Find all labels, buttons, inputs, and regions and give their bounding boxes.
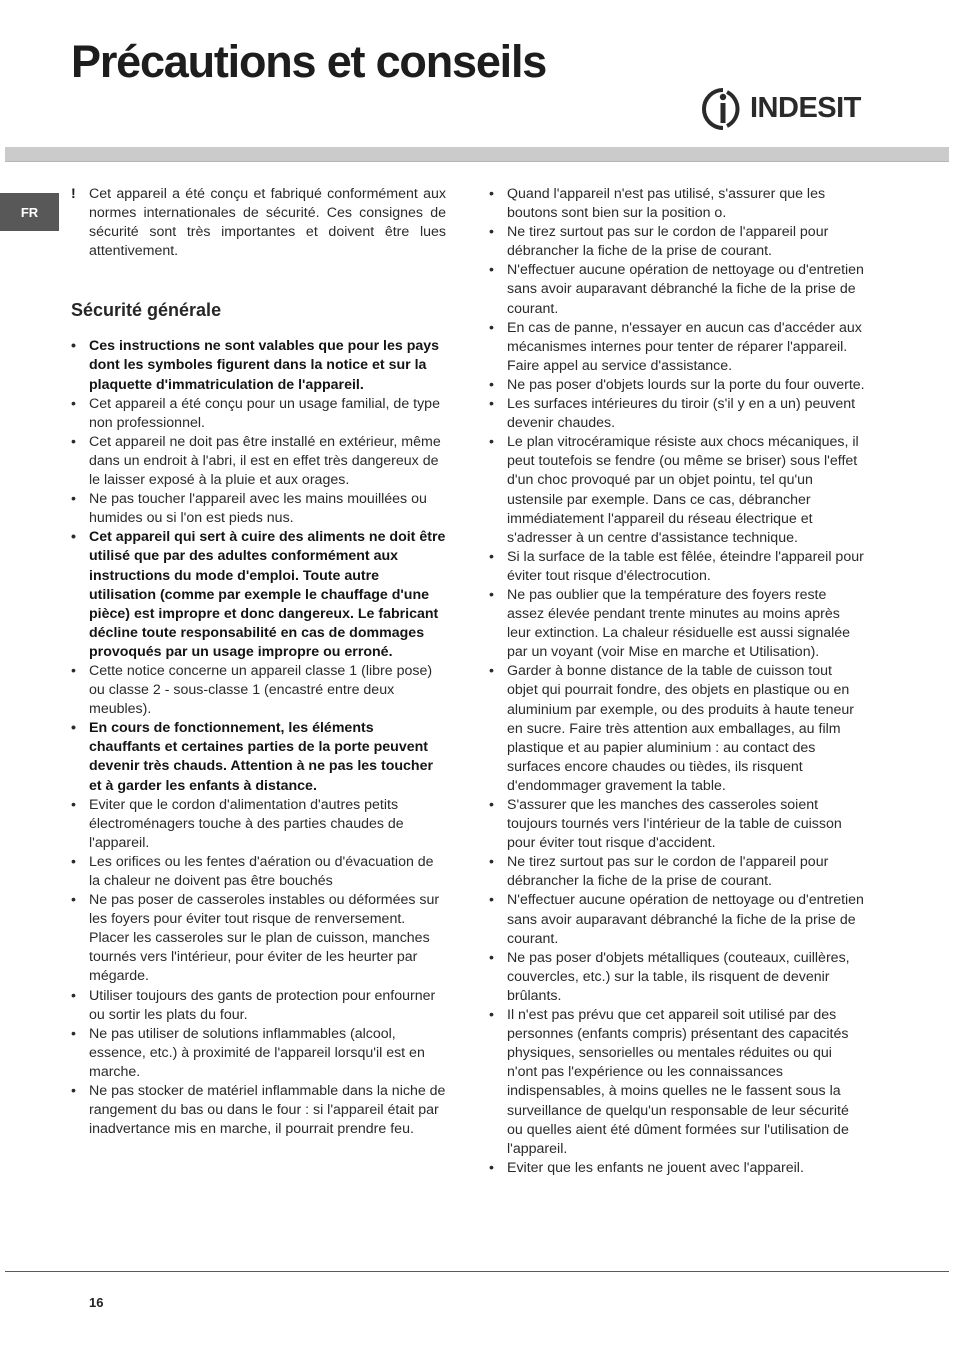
list-item: • Ne pas poser d'objets lourds sur la porte du four ouverte. — [489, 376, 865, 395]
list-item: • Les surfaces intérieures du tiroir (s'il y en a un) peuvent devenir chaudes. — [489, 395, 865, 433]
list-item: • Utiliser toujours des gants de protection pour enfourner ou sortir les plats du four. — [71, 987, 446, 1025]
right-column — [489, 185, 865, 1178]
page-number: 16 — [89, 1295, 104, 1310]
list-item: • Quand l'appareil n'est pas utilisé, s'assurer que les boutons sont bien sur la position o. — [489, 185, 865, 223]
list-item: • Ne pas poser de casseroles instables ou déformées sur les foyers pour éviter tout risque de renversement. Placer les casseroles sur le plan de cuisson, manches tournés vers l'intérieur, pour éviter de les heurter par mégarde. — [71, 891, 446, 986]
header-divider-bar — [5, 147, 949, 162]
list-item: • Ne pas utiliser de solutions inflammables (alcool, essence, etc.) à proximité de l'appareil lorsqu'il est en marche. — [71, 1025, 446, 1082]
footer-divider — [5, 1271, 949, 1272]
section-heading: Sécurité générale — [71, 300, 222, 321]
list-item: • Si la surface de la table est fêlée, éteindre l'appareil pour éviter tout risque d'électrocution. — [489, 548, 865, 586]
list-item: • Il n'est pas prévu que cet appareil soit utilisé par des personnes (enfants compris) présentant des capacités physiques, sensorielles ou mentales réduites ou qui n'ont pas l'expérience ou les connaissances indispensables, à moins quelles ne le fassent sous la surveillance de quelqu'un responsable de leur sécurité ou quelles aient été dûment formées sur l'utilisation de l'appareil. — [489, 1006, 865, 1159]
list-item: • N'effectuer aucune opération de nettoyage ou d'entretien sans avoir auparavant débranché la fiche de la prise de courant. — [489, 261, 865, 318]
list-item: • Ne pas oublier que la température des foyers reste assez élevée pendant trente minutes au moins après leur extinction. La chaleur résiduelle est aussi signalée par un voyant (voir Mise en marche et Utilisation). — [489, 586, 865, 662]
warning-marker: ! — [71, 186, 76, 202]
list-item: • Cet appareil ne doit pas être installé en extérieur, même dans un endroit à l'abri, il est en effet très dangereux de le laisser exposé à la pluie et aux orages. — [71, 433, 446, 490]
list-item: • S'assurer que les manches des casseroles soient toujours tournés vers l'intérieur de la table de cuisson pour éviter tout risque d'accident. — [489, 796, 865, 853]
list-item: • Ne pas toucher l'appareil avec les mains mouillées ou humides ou si l'on est pieds nus. — [71, 490, 446, 528]
list-item: • Le plan vitrocéramique résiste aux chocs mécaniques, il peut toutefois se fendre (ou même se briser) sous l'effet d'un choc provoqué par un objet pointu, tel qu'un ustensile par exemple. Dans ce cas, débrancher immédiatement l'appareil du réseau électrique et s'adresser à un centre d'assistance technique. — [489, 433, 865, 548]
list-item: • Eviter que le cordon d'alimentation d'autres petits électroménagers touche à des parties chaudes de l'appareil. — [71, 796, 446, 853]
language-tab: FR — [0, 193, 59, 231]
intro-note — [71, 185, 446, 261]
indesit-i-icon — [700, 86, 746, 132]
list-item: • Les orifices ou les fentes d'aération ou d'évacuation de la chaleur ne doivent pas être bouchés — [71, 853, 446, 891]
brand-name: INDESIT — [750, 92, 861, 124]
list-item: • Ces instructions ne sont valables que pour les pays dont les symboles figurent dans la notice et sur la plaquette d'immatriculation de l'appareil. — [71, 337, 446, 394]
list-item: • Cet appareil a été conçu pour un usage familial, de type non professionnel. — [71, 395, 446, 433]
list-item: • Eviter que les enfants ne jouent avec l'appareil. — [489, 1159, 865, 1178]
page-title: Précautions et conseils — [71, 36, 547, 87]
intro-text: Cet appareil a été conçu et fabriqué conformément aux normes internationales de sécurité. Ces consignes de sécurité sont très importantes et doivent être lues attentivement. — [89, 186, 446, 260]
list-item: • Ne pas poser d'objets métalliques (couteaux, cuillères, couvercles, etc.) sur la table, ils risquent de devenir brûlants. — [489, 949, 865, 1006]
list-item: • Cette notice concerne un appareil classe 1 (libre pose) ou classe 2 - sous-classe 1 (encastré entre deux meubles). — [71, 662, 446, 719]
list-item: • Ne tirez surtout pas sur le cordon de l'appareil pour débrancher la fiche de la prise de courant. — [489, 853, 865, 891]
right-safety-list — [489, 185, 865, 1178]
list-item: • Ne tirez surtout pas sur le cordon de l'appareil pour débrancher la fiche de la prise de courant. — [489, 223, 865, 261]
brand-logo — [700, 86, 866, 132]
list-item: • Cet appareil qui sert à cuire des aliments ne doit être utilisé que par des adultes conformément aux instructions du mode d'emploi. Toute autre utilisation (comme par exemple le chauffage d'une pièce) est impropre et donc dangereux. Le fabricant décline toute responsabilité en cas de dommages provoqués par un usage impropre ou erroné. — [71, 528, 446, 662]
list-item: • Garder à bonne distance de la table de cuisson tout objet qui pourrait fondre, des objets en plastique ou en aluminium par exemple, ou des produits à haute teneur en sucre. Faire très attention aux emballages, au film plastique et au papier aluminium : au contact des surfaces encore chaudes ou tièdes, ils risquent d'endommager gravement la table. — [489, 662, 865, 796]
list-item: • En cours de fonctionnement, les éléments chauffants et certaines parties de la porte peuvent devenir très chauds. Attention à ne pas les toucher et à garder les enfants à distance. — [71, 719, 446, 795]
left-column — [71, 185, 446, 1139]
left-safety-list — [71, 337, 446, 1139]
list-item: • En cas de panne, n'essayer en aucun cas d'accéder aux mécanismes internes pour tenter de réparer l'appareil. Faire appel au service d'assistance. — [489, 319, 865, 376]
list-item: • N'effectuer aucune opération de nettoyage ou d'entretien sans avoir auparavant débranché la fiche de la prise de courant. — [489, 891, 865, 948]
list-item: • Ne pas stocker de matériel inflammable dans la niche de rangement du bas ou dans le four : si l'appareil était par inadvertance mis en marche, il pourrait prendre feu. — [71, 1082, 446, 1139]
